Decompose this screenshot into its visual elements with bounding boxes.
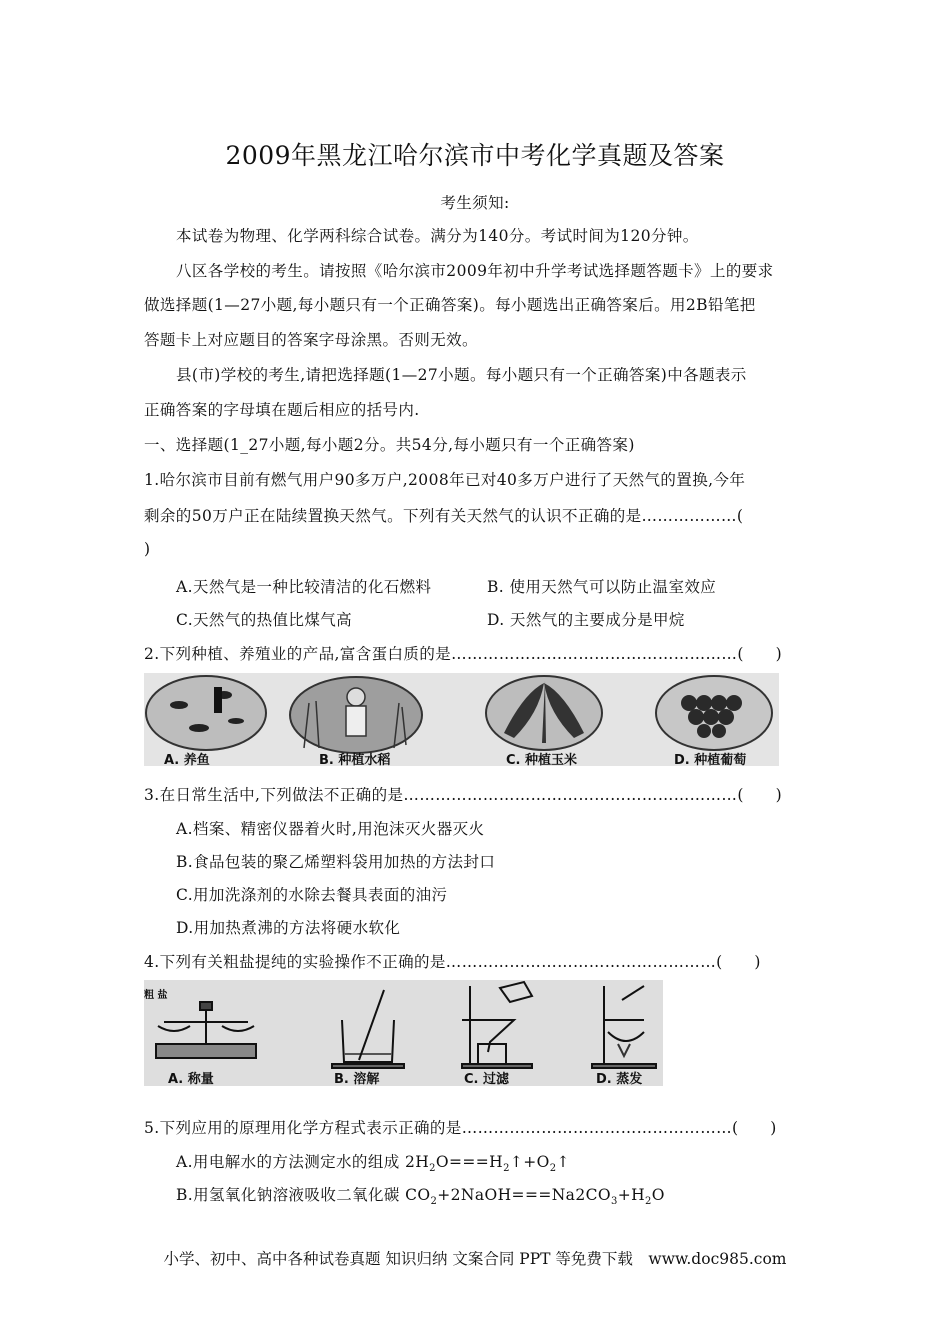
q4-image-strip (144, 980, 663, 1086)
page-footer: 小学、初中、高中各种试卷真题 知识归纳 文案合同 PPT 等免费下载 www.doc985.com (163, 1250, 787, 1268)
notice-line-5: 县(市)学校的考生,请把选择题(1—27小题。每小题只有一个正确答案)中各题表示 (176, 366, 747, 384)
q3-option-a: A.档案、精密仪器着火时,用泡沫灭火器灭火 (176, 820, 485, 838)
q2-label-c: C. 种植玉米 (506, 753, 578, 766)
notice-heading: 考生须知: (440, 194, 510, 212)
notice-line-1: 本试卷为物理、化学两科综合试卷。满分为140分。考试时间为120分钟。 (176, 227, 699, 245)
notice-line-6: 正确答案的字母填在题后相应的括号内. (144, 401, 420, 419)
q4-stem: 4.下列有关粗盐提纯的实验操作不正确的是……………………………………………( ) (144, 953, 761, 971)
q5-option-a: A.用电解水的方法测定水的组成 $2H_2O===H_2↑+O_2↑$ (176, 1153, 570, 1175)
notice-line-4: 答题卡上对应题目的答案字母涂黑。否则无效。 (144, 331, 478, 349)
q1-option-a: A.天然气是一种比较清洁的化石燃料 (176, 578, 432, 596)
section-heading: 一、选择题(1_27小题,每小题2分。共54分,每小题只有一个正确答案) (144, 436, 635, 454)
q2-image-strip (144, 673, 779, 766)
q4-label-a: A. 称量 (168, 1072, 214, 1086)
q2-stem: 2.下列种植、养殖业的产品,富含蛋白质的是………………………………………………( ) (144, 645, 783, 663)
q1-option-d: D. 天然气的主要成分是甲烷 (487, 611, 685, 629)
q2-label-b: B. 种植水稻 (319, 753, 391, 766)
q4-label-c: C. 过滤 (464, 1072, 510, 1086)
q4-illustration (144, 980, 663, 1086)
fish-pond-icon (146, 676, 266, 750)
q5-stem: 5.下列应用的原理用化学方程式表示正确的是……………………………………………( ) (144, 1119, 777, 1137)
page-title: 2009年黑龙江哈尔滨市中考化学真题及答案 (225, 141, 725, 170)
q3-stem: 3.在日常生活中,下列做法不正确的是………………………………………………………( ) (144, 786, 783, 804)
q1-stem-line-3: ) (144, 540, 151, 558)
notice-line-2: 八区各学校的考生。请按照《哈尔滨市2009年初中升学考试选择题答题卡》上的要求 (176, 262, 774, 280)
notice-line-3: 做选择题(1—27小题,每小题只有一个正确答案)。每小题选出正确答案后。用2B铅笔把 (144, 296, 756, 314)
q2-label-a: A. 养鱼 (164, 753, 210, 766)
q3-option-c: C.用加洗涤剂的水除去餐具表面的油污 (176, 886, 448, 904)
q3-option-b: B.食品包装的聚乙烯塑料袋用加热的方法封口 (176, 853, 496, 871)
q1-option-b: B. 使用天然气可以防止温室效应 (487, 578, 717, 596)
q4-corner-label: 粗 盐 (144, 990, 168, 1001)
q1-stem-line-2: 剩余的50万户正在陆续置换天然气。下列有关天然气的认识不正确的是………………( (144, 507, 744, 525)
q3-option-d: D.用加热煮沸的方法将硬水软化 (176, 919, 401, 937)
q4-label-d: D. 蒸发 (596, 1072, 643, 1086)
q4-label-b: B. 溶解 (334, 1072, 380, 1086)
q2-label-d: D. 种植葡萄 (674, 753, 747, 766)
q1-option-c: C.天然气的热值比煤气高 (176, 611, 353, 629)
q1-stem-line-1: 1.哈尔滨市目前有燃气用户90多万户,2008年已对40多万户进行了天然气的置换,今年 (144, 471, 746, 489)
q5-option-b: B.用氢氧化钠溶液吸收二氧化碳 $CO_2+2NaOH===Na2CO_3+H_2O$ (176, 1186, 665, 1208)
